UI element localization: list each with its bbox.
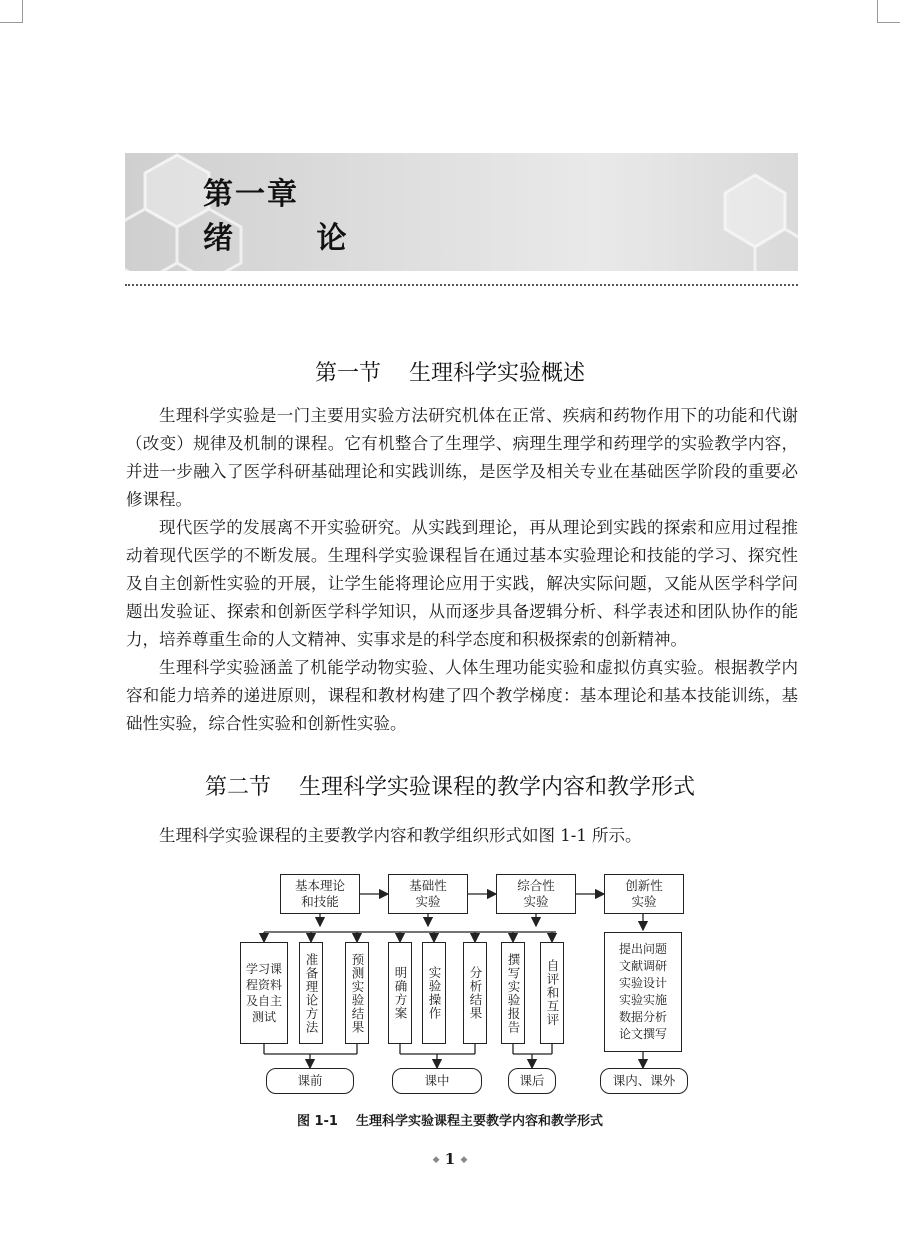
phase-after-class: 课后: [508, 1068, 556, 1094]
section-2-title: 第二节 生理科学实验课程的教学内容和教学形式: [205, 775, 695, 800]
task-self-peer-review: 自评和互评: [540, 942, 564, 1044]
figure-caption: 图 1-1 生理科学实验课程主要教学内容和教学形式: [296, 1114, 604, 1129]
stage-basic-theory: 基本理论 和技能: [280, 874, 360, 914]
section-1-paragraph-1: 生理科学实验是一门主要用实验方法研究机体在正常、疾病和药物作用下的功能和代谢（改变）规律及机制的课程。它有机整合了生理学、病理生理学和药理学的实验教学内容，并进一步融入了医学科研基础理论和实践训练，是医学及相关专业在基础医学阶段的重要必修课程。: [126, 406, 798, 509]
dotted-divider: [125, 284, 798, 286]
task-prepare-methods: 准备理论方法: [299, 942, 323, 1044]
task-study-materials: 学习课 程资料 及自主 测试: [240, 942, 288, 1044]
crop-mark-left: [0, 0, 23, 23]
figure-1-1-flowchart: [230, 870, 690, 1100]
task-analyze-results: 分析结果: [463, 942, 487, 1044]
crop-mark-right: [877, 0, 900, 23]
diamond-left-icon: ◆: [432, 1155, 440, 1165]
phase-in-out-class: 课内、课外: [600, 1068, 688, 1094]
task-experiment-operation: 实验操作: [422, 942, 446, 1044]
chapter-number: 第一章: [203, 177, 299, 212]
phase-before-class: 课前: [266, 1068, 354, 1094]
section-2-intro: 生理科学实验课程的主要教学内容和教学组织形式如图 1-1 所示。: [159, 826, 642, 845]
stage-innovative-experiment: 创新性 实验: [604, 874, 684, 914]
innovation-tasks: 提出问题 文献调研 实验设计 实验实施 数据分析 论文撰写: [604, 932, 682, 1052]
task-define-plan: 明确方案: [388, 942, 412, 1044]
stage-basic-experiment: 基础性 实验: [388, 874, 468, 914]
page-number: [0, 1150, 900, 1168]
task-write-report: 撰写实验报告: [501, 942, 525, 1044]
phase-in-class: 课中: [392, 1068, 482, 1094]
stage-comprehensive-experiment: 综合性 实验: [496, 874, 576, 914]
chapter-title: 绪 论: [203, 221, 347, 256]
section-1-title: 第一节 生理科学实验概述: [315, 361, 585, 386]
section-1-paragraph-2: 现代医学的发展离不开实验研究。从实践到理论，再从理论到实践的探索和应用过程推动着现代医学的不断发展。生理科学实验课程旨在通过基本实验理论和技能的学习、探究性及自主创新性实验的开展，让学生能将理论应用于实践，解决实际问题，又能从医学科学问题出发验证、探索和创新医学科学知识，从而逐步具备逻辑分析、科学表述和团队协作的能力，培养尊重生命的人文精神、实事求是的科学态度和积极探索的创新精神。: [126, 518, 798, 649]
diamond-right-icon: ◆: [460, 1155, 468, 1165]
chapter-banner: [125, 153, 798, 271]
task-predict-results: 预测实验结果: [345, 942, 369, 1044]
section-1-paragraph-3: 生理科学实验涵盖了机能学动物实验、人体生理功能实验和虚拟仿真实验。根据教学内容和能力培养的递进原则，课程和教材构建了四个教学梯度：基本理论和基本技能训练，基础性实验，综合性实验和创新性实验。: [126, 658, 798, 733]
page-number-value: 1: [444, 1150, 456, 1168]
